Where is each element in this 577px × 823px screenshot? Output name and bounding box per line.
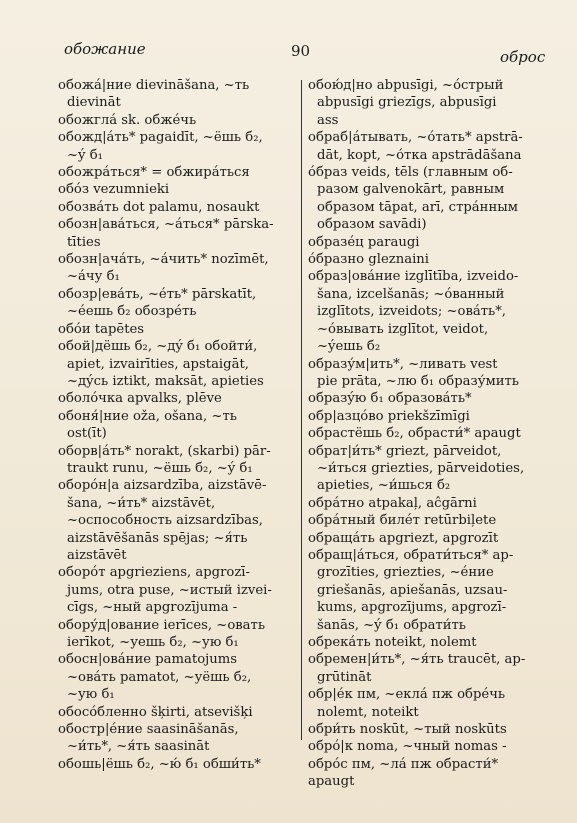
dictionary-entry [58, 408, 294, 443]
entry-line: обою́д|но abpusīgi, ~óстрый [308, 78, 504, 93]
entry-line: обору́д|ование ierīces, ~овать [58, 617, 266, 633]
dictionary-entry [58, 651, 294, 703]
entry-line: cīgs, ~ный apgrozījuma - [67, 600, 238, 616]
entry-line: оболóчка apvalks, plēve [58, 391, 222, 407]
entry-line: обращ|áться, обрати́ться* ap- [308, 547, 514, 563]
entry-line: ~овáть pamatot, ~уёшь б₂, [67, 669, 252, 685]
entry-line: óбразно gleznaini [308, 252, 429, 268]
dictionary-entry [58, 756, 294, 773]
entry-line: ass [317, 112, 339, 128]
dictionary-entry [58, 321, 294, 338]
entry-line: grūtināt [317, 669, 372, 685]
entry-line: ierīkot, ~уешь б₂, ~ую б₁ [67, 635, 239, 650]
entry-line: образу́м|ить*, ~ливать vest [308, 356, 498, 372]
dictionary-entry [58, 443, 294, 478]
dictionary-entry [308, 547, 552, 634]
dictionary-entry [58, 704, 294, 721]
entry-line: šana, ~и́ть* aizstāvēt, [67, 495, 216, 511]
dictionary-entry [308, 512, 552, 529]
dictionary-entry [308, 390, 552, 407]
page-header [0, 38, 577, 68]
entry-line: обрекáть noteikt, nolemt [308, 635, 477, 650]
entry-line: ~ую б₁ [67, 687, 115, 703]
entry-line: обрáтно atpakaļ, aĉgārni [308, 495, 477, 511]
dictionary-entry [308, 651, 552, 686]
entry-line: образýю б₁ образовáть* [308, 391, 472, 407]
entry-line: оборóт apgrieziens, apgrozī- [58, 565, 250, 581]
entry-line: обозр|евáть, ~éть* pārskatīt, [58, 286, 257, 302]
column-divider [301, 80, 302, 740]
dictionary-entry [308, 756, 552, 773]
entry-line: обожрáться* = обжирáться [58, 165, 250, 181]
entry-line: обозн|авáться, ~áться* pārska- [58, 217, 274, 233]
entry-line: обрáтный билéт retūrbiļete [308, 513, 497, 529]
entry-line: обремен|и́ть*, ~я́ть traucēt, ap- [308, 652, 526, 668]
entry-line: оборв|áть* norakt, (skarbi) pār- [58, 443, 271, 459]
entry-line: обозвáть dot palamu, nosaukt [58, 199, 260, 215]
entry-line: ~ýешь б₂ [317, 339, 381, 355]
entry-line: образом savādi) [317, 217, 427, 233]
entry-line: образ|овáние izglītība, izveido- [308, 269, 519, 285]
dictionary-entry [308, 686, 552, 721]
dictionary-entry [308, 738, 552, 755]
entry-line: nolemt, noteikt [317, 704, 419, 720]
entry-line: обожá|ние dievināšana, ~ть [58, 78, 250, 93]
entry-line: обостр|éние saasināšanās, [58, 722, 239, 738]
dictionary-entry [308, 234, 552, 251]
entry-line: обрóс пм, ~лá пж обрасти́* [308, 756, 499, 772]
entry-line: jums, otra puse, ~истый izvei- [67, 582, 272, 598]
entry-line: traukt runu, ~ёшь б₂, ~ý б₁ [67, 460, 253, 476]
entry-line: обри́ть noskūt, ~тый noskūts [308, 722, 507, 738]
entry-line: aizstāvēšanās spējas; ~я́ть [67, 530, 248, 546]
dictionary-entry [308, 495, 552, 512]
dictionary-entry [58, 251, 294, 286]
header-left-guide-word: обожание [64, 40, 146, 58]
dictionary-entry [308, 721, 552, 738]
entry-line: ~óвывать izglītot, veidot, [317, 321, 489, 337]
page-number: 90 [291, 42, 311, 60]
entry-line: обоня́|ние oža, ošana, ~ть [58, 408, 237, 424]
right-column [308, 77, 552, 791]
entry-line: griešanās, apiešanās, uzsau- [317, 582, 508, 598]
entry-line: šana, izcelšanās; ~óванный [317, 286, 505, 302]
dictionary-entry [58, 564, 294, 616]
entry-line: apiet, izvairīties, apstaigāt, [67, 356, 249, 372]
entry-line: обрастёшь б₂, обрасти́* apaugt [308, 426, 521, 442]
entry-line: óбраз veids, tēls (главным об- [308, 165, 513, 181]
entry-line: pie prāta, ~лю б₁ образу́мить [317, 373, 519, 389]
dictionary-entry [58, 216, 294, 251]
left-column [58, 77, 294, 773]
entry-line: обрó|к noma, ~чный nomas - [308, 739, 507, 755]
dictionary-entry [308, 251, 552, 268]
entry-line: обозн|ачáть, ~áчить* nozīmēt, [58, 252, 269, 268]
entry-line: grozīties, griezties, ~éние [317, 565, 494, 581]
entry-line: обосн|овáние pamatojums [58, 652, 238, 668]
dictionary-entry [58, 617, 294, 652]
dictionary-entry [308, 425, 552, 442]
entry-line: разом galvenokārt, равным [317, 182, 505, 198]
entry-line: обр|азцóво priekšzīmīgi [308, 408, 470, 424]
entry-line: dāt, kopt, ~óтка apstrādāšana [317, 147, 522, 163]
dictionary-entry [58, 77, 294, 112]
header-right-guide-word: оброс [500, 48, 546, 66]
entry-line: обóи tapētes [58, 321, 145, 337]
entry-line: šanās, ~ý б₁ обрати́ть [317, 617, 466, 633]
dictionary-entry [58, 477, 294, 564]
entry-line: обосóбленно šķirti, atsevišķi [58, 704, 253, 720]
entry-line: ~ý б₁ [67, 147, 103, 163]
dictionary-entry [58, 286, 294, 321]
dictionary-entry [308, 77, 552, 129]
entry-line: kums, apgrozījums, apgrozī- [317, 600, 507, 616]
entry-line: ~и́ться griezties, pārveidoties, [317, 460, 525, 476]
entry-line: обошь|ёшь б₂, ~ю́ б₁ обши́ть* [58, 756, 261, 772]
dictionary-entry [308, 164, 552, 234]
entry-line: ~дýсь iztikt, maksāt, apieties [67, 373, 264, 389]
entry-line: ~áчу б₁ [67, 269, 120, 285]
entry-line: aizstāvēt [67, 547, 127, 563]
entry-line: образéц paraugi [308, 234, 420, 250]
entry-line: izglītots, izveidots; ~овáть*, [317, 304, 506, 320]
entry-line: обращáть apgriezt, apgrozīt [308, 530, 499, 546]
entry-line: ~éешь б₂ обозрéть [67, 304, 197, 320]
dictionary-entry [308, 356, 552, 391]
entry-line: ~и́ть*, ~я́ть saasināt [67, 739, 210, 755]
dictionary-entry [58, 129, 294, 164]
entry-line: tīties [67, 234, 101, 250]
dictionary-entry [308, 408, 552, 425]
dictionary-entry [58, 181, 294, 198]
dictionary-entry [58, 199, 294, 216]
entry-line: ost(īt) [67, 426, 107, 442]
entry-line: обрат|и́ть* griezt, pārveidot, [308, 443, 502, 459]
dictionary-entry [58, 721, 294, 756]
dictionary-entry [58, 390, 294, 407]
entry-line: abpusīgi griezīgs, abpusīgi [317, 95, 497, 111]
entry-line: обр|éк пм, ~еклá пж обрéчь [308, 687, 506, 703]
entry-line: dievināt [67, 95, 121, 111]
entry-line: обóз vezumnieki [58, 182, 170, 198]
entry-line: apaugt [308, 774, 355, 790]
dictionary-entry [58, 164, 294, 181]
entry-line: ~оспособность aizsardzības, [67, 513, 263, 529]
dictionary-entry [308, 268, 552, 355]
dictionary-entry [308, 773, 552, 790]
entry-line: обраб|áтывать, ~óтать* apstrā- [308, 130, 523, 146]
dictionary-entry [58, 338, 294, 390]
entry-line: образом tāpat, arī, стрáнным [317, 199, 518, 215]
entry-line: apieties, ~и́шься б₂ [317, 478, 451, 494]
dictionary-entry [308, 129, 552, 164]
dictionary-entry [58, 112, 294, 129]
dictionary-entry [308, 530, 552, 547]
dictionary-entry [308, 443, 552, 495]
entry-line: обожглá sk. обжéчь [58, 112, 197, 128]
entry-line: обожд|áть* pagaidīt, ~ёшь б₂, [58, 130, 263, 146]
entry-line: оборóн|а aizsardzība, aizstāvē- [58, 478, 267, 494]
dictionary-entry [308, 634, 552, 651]
entry-line: обой|дёшь б₂, ~дý б₁ обойти́, [58, 339, 258, 355]
